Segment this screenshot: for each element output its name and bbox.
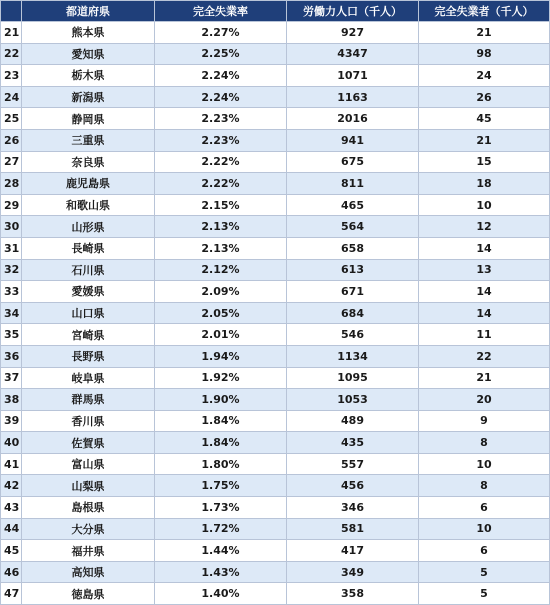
labor-force-cell: 435 bbox=[287, 432, 419, 454]
labor-force-cell: 1053 bbox=[287, 389, 419, 411]
table-row bbox=[1, 561, 550, 583]
table-row bbox=[1, 432, 550, 454]
rank-cell: 30 bbox=[1, 216, 22, 238]
labor-force-cell: 684 bbox=[287, 302, 419, 324]
unemployment-rate-cell: 1.72% bbox=[155, 518, 287, 540]
unemployed-count-cell: 10 bbox=[419, 194, 550, 216]
labor-force-cell: 564 bbox=[287, 216, 419, 238]
unemployed-count-cell: 21 bbox=[419, 22, 550, 44]
prefecture-cell: 愛知県 bbox=[22, 43, 155, 65]
unemployment-rate-cell: 1.40% bbox=[155, 583, 287, 605]
rank-cell: 36 bbox=[1, 345, 22, 367]
unemployment-rate-cell: 2.09% bbox=[155, 281, 287, 303]
table-row bbox=[1, 583, 550, 605]
table-row bbox=[1, 345, 550, 367]
unemployment-rate-cell: 2.13% bbox=[155, 237, 287, 259]
unemployed-count-cell: 21 bbox=[419, 129, 550, 151]
unemployment-rate-cell: 1.92% bbox=[155, 367, 287, 389]
prefecture-cell: 岐阜県 bbox=[22, 367, 155, 389]
rank-cell: 24 bbox=[1, 86, 22, 108]
unemployment-rate-cell: 2.13% bbox=[155, 216, 287, 238]
table-row bbox=[1, 518, 550, 540]
table-row bbox=[1, 497, 550, 519]
labor-force-cell: 349 bbox=[287, 561, 419, 583]
unemployment-rate-cell: 2.12% bbox=[155, 259, 287, 281]
unemployed-count-cell: 15 bbox=[419, 151, 550, 173]
unemployment-rate-cell: 1.73% bbox=[155, 497, 287, 519]
unemployment-rate-cell: 2.01% bbox=[155, 324, 287, 346]
table-row bbox=[1, 410, 550, 432]
labor-force-cell: 2016 bbox=[287, 108, 419, 130]
prefecture-cell: 大分県 bbox=[22, 518, 155, 540]
header-rank bbox=[1, 1, 22, 22]
prefecture-cell: 富山県 bbox=[22, 453, 155, 475]
labor-force-cell: 675 bbox=[287, 151, 419, 173]
unemployment-rate-cell: 1.84% bbox=[155, 432, 287, 454]
prefecture-cell: 山形県 bbox=[22, 216, 155, 238]
rank-cell: 32 bbox=[1, 259, 22, 281]
rank-cell: 23 bbox=[1, 65, 22, 87]
labor-force-cell: 346 bbox=[287, 497, 419, 519]
rank-cell: 28 bbox=[1, 173, 22, 195]
table-row bbox=[1, 108, 550, 130]
unemployment-rate-cell: 1.90% bbox=[155, 389, 287, 411]
unemployment-rate-cell: 2.22% bbox=[155, 173, 287, 195]
prefecture-cell: 長崎県 bbox=[22, 237, 155, 259]
rank-cell: 44 bbox=[1, 518, 22, 540]
labor-force-cell: 417 bbox=[287, 540, 419, 562]
prefecture-cell: 愛媛県 bbox=[22, 281, 155, 303]
prefecture-cell: 山口県 bbox=[22, 302, 155, 324]
labor-force-cell: 546 bbox=[287, 324, 419, 346]
prefecture-cell: 佐賀県 bbox=[22, 432, 155, 454]
rank-cell: 31 bbox=[1, 237, 22, 259]
unemployment-rate-cell: 1.84% bbox=[155, 410, 287, 432]
labor-force-cell: 1071 bbox=[287, 65, 419, 87]
prefecture-cell: 和歌山県 bbox=[22, 194, 155, 216]
table-row bbox=[1, 367, 550, 389]
rank-cell: 21 bbox=[1, 22, 22, 44]
prefecture-cell: 香川県 bbox=[22, 410, 155, 432]
prefecture-cell: 宮崎県 bbox=[22, 324, 155, 346]
table-row bbox=[1, 194, 550, 216]
table-row bbox=[1, 129, 550, 151]
prefecture-cell: 鹿児島県 bbox=[22, 173, 155, 195]
unemployment-rate-cell: 1.44% bbox=[155, 540, 287, 562]
header-unemployed-count: 完全失業者（千人） bbox=[419, 1, 550, 22]
labor-force-cell: 658 bbox=[287, 237, 419, 259]
rank-cell: 39 bbox=[1, 410, 22, 432]
unemployed-count-cell: 45 bbox=[419, 108, 550, 130]
unemployed-count-cell: 9 bbox=[419, 410, 550, 432]
labor-force-cell: 581 bbox=[287, 518, 419, 540]
prefecture-cell: 熊本県 bbox=[22, 22, 155, 44]
labor-force-cell: 465 bbox=[287, 194, 419, 216]
labor-force-cell: 1095 bbox=[287, 367, 419, 389]
unemployment-rate-cell: 2.23% bbox=[155, 108, 287, 130]
unemployment-rate-cell: 2.24% bbox=[155, 86, 287, 108]
prefecture-cell: 石川県 bbox=[22, 259, 155, 281]
unemployed-count-cell: 18 bbox=[419, 173, 550, 195]
unemployed-count-cell: 6 bbox=[419, 497, 550, 519]
unemployed-count-cell: 22 bbox=[419, 345, 550, 367]
rank-cell: 26 bbox=[1, 129, 22, 151]
rank-cell: 27 bbox=[1, 151, 22, 173]
rank-cell: 38 bbox=[1, 389, 22, 411]
table-row bbox=[1, 86, 550, 108]
table-row bbox=[1, 453, 550, 475]
unemployment-rate-cell: 2.23% bbox=[155, 129, 287, 151]
labor-force-cell: 927 bbox=[287, 22, 419, 44]
unemployed-count-cell: 13 bbox=[419, 259, 550, 281]
labor-force-cell: 811 bbox=[287, 173, 419, 195]
unemployed-count-cell: 14 bbox=[419, 237, 550, 259]
rank-cell: 46 bbox=[1, 561, 22, 583]
unemployment-rate-cell: 1.75% bbox=[155, 475, 287, 497]
header-unemployment-rate: 完全失業率 bbox=[155, 1, 287, 22]
unemployment-rate-cell: 2.25% bbox=[155, 43, 287, 65]
unemployed-count-cell: 8 bbox=[419, 475, 550, 497]
rank-cell: 35 bbox=[1, 324, 22, 346]
header-prefecture: 都道府県 bbox=[22, 1, 155, 22]
rank-cell: 37 bbox=[1, 367, 22, 389]
table-row bbox=[1, 324, 550, 346]
rank-cell: 43 bbox=[1, 497, 22, 519]
prefecture-cell: 群馬県 bbox=[22, 389, 155, 411]
unemployment-rate-cell: 1.94% bbox=[155, 345, 287, 367]
unemployed-count-cell: 10 bbox=[419, 453, 550, 475]
labor-force-cell: 358 bbox=[287, 583, 419, 605]
rank-cell: 33 bbox=[1, 281, 22, 303]
labor-force-cell: 1163 bbox=[287, 86, 419, 108]
prefecture-cell: 島根県 bbox=[22, 497, 155, 519]
unemployed-count-cell: 11 bbox=[419, 324, 550, 346]
table-row bbox=[1, 173, 550, 195]
table-body bbox=[1, 22, 550, 605]
unemployed-count-cell: 5 bbox=[419, 561, 550, 583]
rank-cell: 40 bbox=[1, 432, 22, 454]
table-row bbox=[1, 237, 550, 259]
unemployed-count-cell: 10 bbox=[419, 518, 550, 540]
unemployed-count-cell: 26 bbox=[419, 86, 550, 108]
prefecture-cell: 静岡県 bbox=[22, 108, 155, 130]
table-row bbox=[1, 65, 550, 87]
prefecture-cell: 栃木県 bbox=[22, 65, 155, 87]
unemployed-count-cell: 12 bbox=[419, 216, 550, 238]
prefecture-cell: 新潟県 bbox=[22, 86, 155, 108]
prefecture-cell: 徳島県 bbox=[22, 583, 155, 605]
unemployment-rate-cell: 2.27% bbox=[155, 22, 287, 44]
labor-force-cell: 4347 bbox=[287, 43, 419, 65]
unemployed-count-cell: 24 bbox=[419, 65, 550, 87]
table-row bbox=[1, 216, 550, 238]
labor-force-cell: 489 bbox=[287, 410, 419, 432]
rank-cell: 34 bbox=[1, 302, 22, 324]
labor-force-cell: 1134 bbox=[287, 345, 419, 367]
rank-cell: 42 bbox=[1, 475, 22, 497]
unemployed-count-cell: 5 bbox=[419, 583, 550, 605]
prefecture-cell: 奈良県 bbox=[22, 151, 155, 173]
prefecture-cell: 三重県 bbox=[22, 129, 155, 151]
labor-force-cell: 456 bbox=[287, 475, 419, 497]
table-row bbox=[1, 475, 550, 497]
rank-cell: 25 bbox=[1, 108, 22, 130]
labor-force-cell: 671 bbox=[287, 281, 419, 303]
unemployment-rate-cell: 2.24% bbox=[155, 65, 287, 87]
rank-cell: 22 bbox=[1, 43, 22, 65]
table-row bbox=[1, 259, 550, 281]
unemployment-rate-cell: 2.05% bbox=[155, 302, 287, 324]
table-row bbox=[1, 389, 550, 411]
table-row bbox=[1, 540, 550, 562]
labor-force-cell: 557 bbox=[287, 453, 419, 475]
unemployed-count-cell: 21 bbox=[419, 367, 550, 389]
prefecture-cell: 高知県 bbox=[22, 561, 155, 583]
prefecture-cell: 福井県 bbox=[22, 540, 155, 562]
unemployment-rate-cell: 1.43% bbox=[155, 561, 287, 583]
unemployment-rate-cell: 2.15% bbox=[155, 194, 287, 216]
labor-force-cell: 613 bbox=[287, 259, 419, 281]
rank-cell: 29 bbox=[1, 194, 22, 216]
unemployed-count-cell: 98 bbox=[419, 43, 550, 65]
table-row bbox=[1, 281, 550, 303]
rank-cell: 45 bbox=[1, 540, 22, 562]
unemployed-count-cell: 14 bbox=[419, 302, 550, 324]
unemployed-count-cell: 6 bbox=[419, 540, 550, 562]
header-labor-force: 労働力人口（千人） bbox=[287, 1, 419, 22]
prefecture-cell: 山梨県 bbox=[22, 475, 155, 497]
unemployment-rate-cell: 2.22% bbox=[155, 151, 287, 173]
unemployed-count-cell: 14 bbox=[419, 281, 550, 303]
table-row bbox=[1, 22, 550, 44]
prefecture-cell: 長野県 bbox=[22, 345, 155, 367]
unemployment-rate-cell: 1.80% bbox=[155, 453, 287, 475]
rank-cell: 47 bbox=[1, 583, 22, 605]
labor-force-cell: 941 bbox=[287, 129, 419, 151]
unemployed-count-cell: 20 bbox=[419, 389, 550, 411]
header-row bbox=[1, 1, 550, 22]
table-row bbox=[1, 302, 550, 324]
unemployed-count-cell: 8 bbox=[419, 432, 550, 454]
table-row bbox=[1, 151, 550, 173]
table-row bbox=[1, 43, 550, 65]
rank-cell: 41 bbox=[1, 453, 22, 475]
